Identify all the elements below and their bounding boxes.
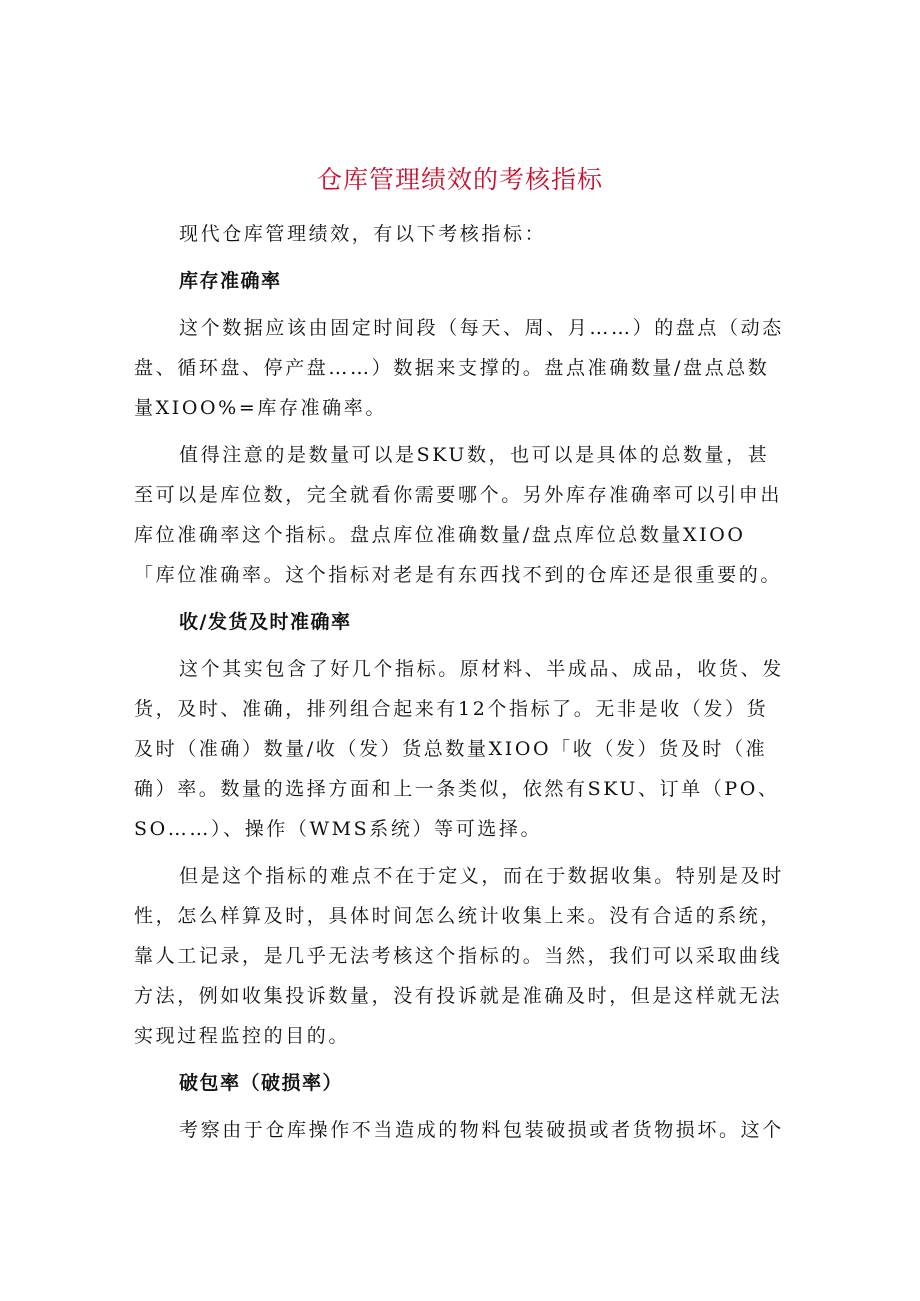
section-heading-receipt-shipment-accuracy: 收/发货及时准确率 bbox=[179, 611, 352, 633]
paragraph: 值得注意的是数量可以是SKU数，也可以是具体的总数量，甚至可以是库位数，完全就看你需要哪个。另外库存准确率可以引申出库位准确率这个指标。盘点库位准确数量/盘点库位总数量XIOO「库位准确率。这个指标对老是有东西找不到的仓库还是很重要的。 bbox=[134, 444, 783, 586]
section-heading-inventory-accuracy: 库存准确率 bbox=[179, 270, 282, 292]
paragraph: 考察由于仓库操作不当造成的物料包装破损或者货物损坏。这个 bbox=[179, 1119, 784, 1141]
intro-paragraph: 现代仓库管理绩效，有以下考核指标： bbox=[179, 223, 547, 245]
paragraph: 但是这个指标的难点不在于定义，而在于数据收集。特别是及时性，怎么样算及时，具体时间怎么统计收集上来。没有合适的系统，靠人工记录，是几乎无法考核这个指标的。当然，我们可以采取曲线方法，例如收集投诉数量，没有投诉就是准确及时，但是这样就无法实现过程监控的目的。 bbox=[134, 865, 784, 1047]
document-body bbox=[134, 214, 784, 1157]
section-heading-damage-rate: 破包率（破损率） bbox=[179, 1072, 344, 1094]
paragraph: 这个其实包含了好几个指标。原材料、半成品、成品，收货、发货，及时、准确，排列组合起来有12个指标了。无非是收（发）货及时（准确）数量/收（发）货总数量XIOO「收（发）货及时（准确）率。数量的选择方面和上一条类似，依然有SKU、订单（PO、SO……）、操作（WMS系统）等可选择。 bbox=[134, 658, 784, 840]
document-title: 仓库管理绩效的考核指标 bbox=[316, 165, 603, 194]
paragraph: 这个数据应该由固定时间段（每天、周、月……）的盘点（动态盘、循环盘、停产盘……）数据来支撑的。盘点准确数量/盘点总数量XIOO%=库存准确率。 bbox=[134, 317, 784, 419]
